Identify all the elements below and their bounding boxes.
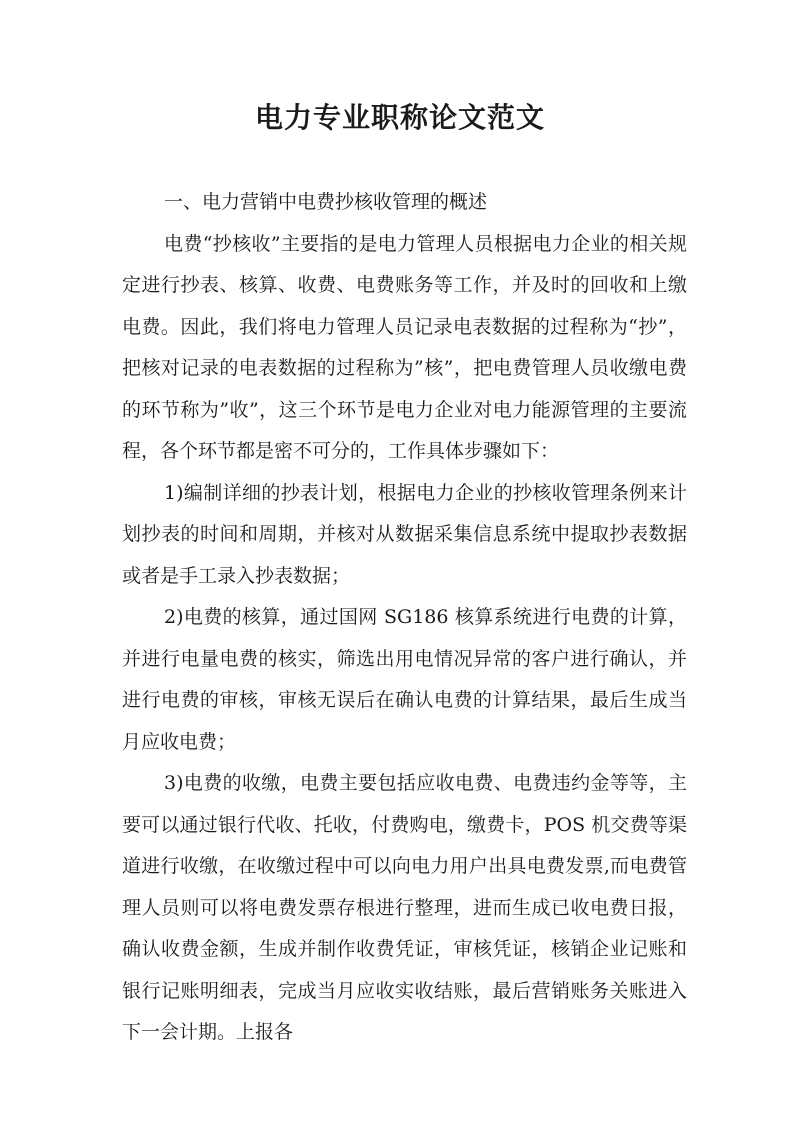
document-body xyxy=(122,182,687,1054)
paragraph-step-2: 2)电费的核算，通过国网 SG186 核算系统进行电费的计算，并进行电量电费的核实，筛选出用电情况异常的客户进行确认，并进行电费的审核，审核无误后在确认电费的计算结果，最后生成当月应收电费； xyxy=(122,606,687,753)
paragraph-step-1: 1)编制详细的抄表计划，根据电力企业的抄核收管理条例来计划抄表的时间和周期，并核对从数据采集信息系统中提取抄表数据或者是手工录入抄表数据； xyxy=(122,481,687,587)
paragraph-step-3: 3)电费的收缴，电费主要包括应收电费、电费违约金等等，主要可以通过银行代收、托收，付费购电，缴费卡，POS 机交费等渠道进行收缴，在收缴过程中可以向电力用户出具电费发票,而电费管理人员则可以将电费发票存根进行整理，进而生成已收电费日报，确认收费金额，生成并制作收费凭证，审核凭证，核销企业记账和银行记账明细表，完成当月应收实收结账，最后营销账务关账进入下一会计期。上报各 xyxy=(122,772,687,1043)
document-title: 电力专业职称论文范文 xyxy=(254,101,545,134)
section-heading: 一、电力营销中电费抄核收管理的概述 xyxy=(164,191,488,213)
paragraph-overview: 电费“抄核收”主要指的是电力管理人员根据电力企业的相关规定进行抄表、核算、收费、电费账务等工作，并及时的回收和上缴电费。因此，我们将电力管理人员记录电表数据的过程称为“抄”，把核对记录的电表数据的过程称为”核”，把电费管理人员收缴电费的环节称为”收”，这三个环节是电力企业对电力能源管理的主要流程，各个环节都是密不可分的，工作具体步骤如下： xyxy=(122,232,687,462)
